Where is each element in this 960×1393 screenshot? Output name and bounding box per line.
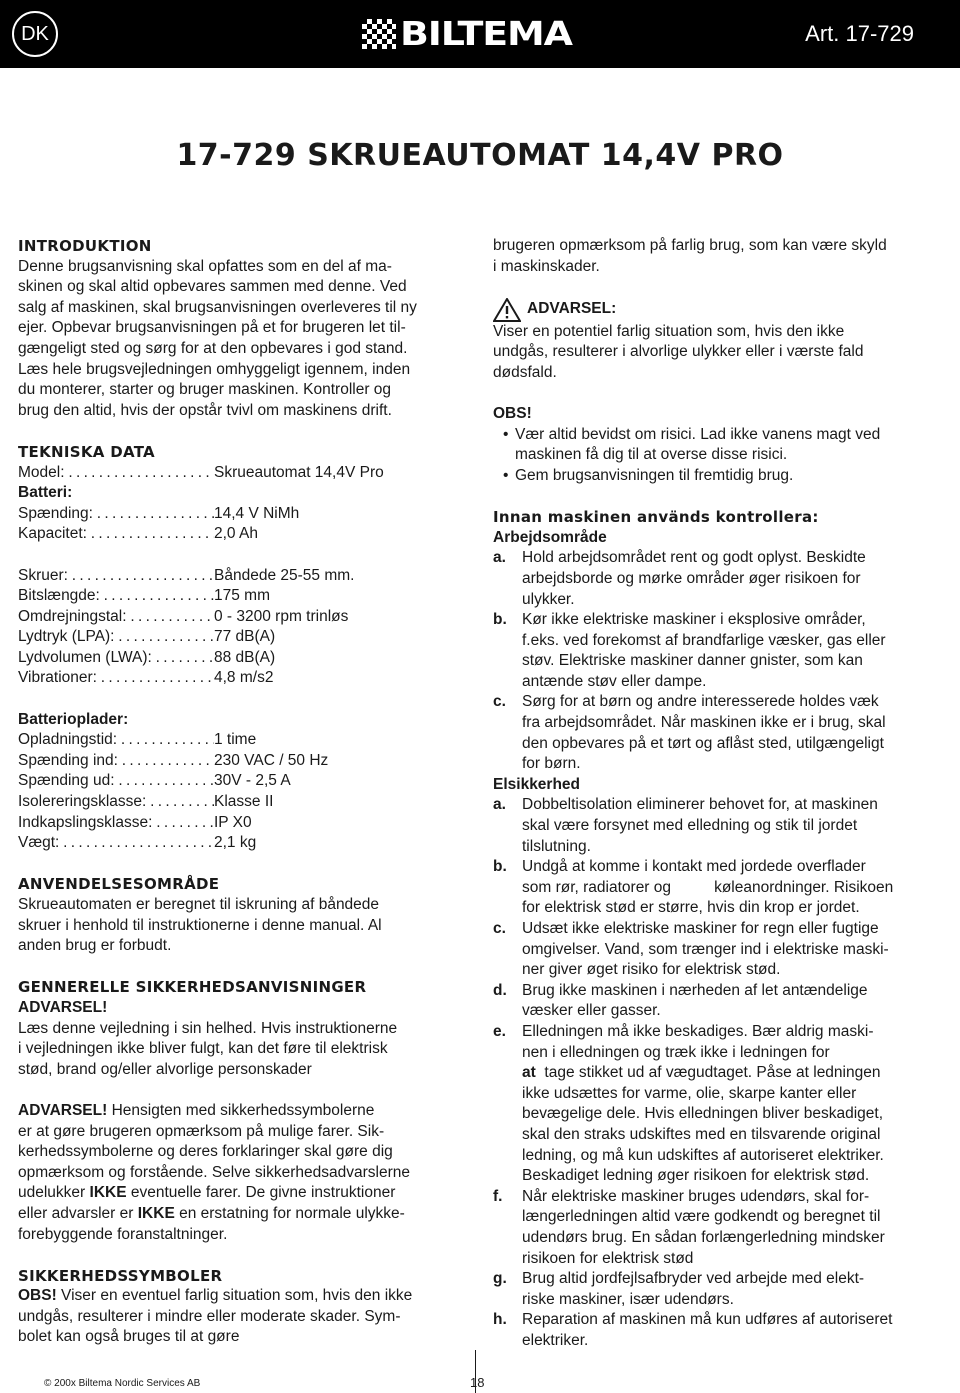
article-number: Art. 17-729 (805, 21, 914, 46)
item-line: arbejdsborde og mørke områder øger risikoen for (522, 569, 861, 587)
page-title: 17-729 SKRUEAUTOMAT 14,4V PRO (176, 138, 784, 173)
warning-text: Hensigten med sikkerhedssymbolerne (107, 1101, 375, 1119)
warning-paragraph-line (18, 1183, 458, 1204)
item-line: væsker eller gasser. (522, 1002, 661, 1020)
spec-row (18, 607, 458, 628)
spec-label: Lydvolumen (LWA): . . . (18, 648, 214, 669)
spec-row (18, 833, 458, 854)
list-item (493, 1269, 953, 1310)
item-line: f.eks. ved forekomst af brandfarlige væsker, gas eller (522, 631, 886, 649)
item-line: nen i elledningen og træk ikke i ledningen for (522, 1043, 830, 1061)
battery-heading: Batteri: (18, 484, 73, 502)
intro-line: Læs hele brugsvejledningen omhyggeligt igennem, inden (18, 360, 411, 378)
item-line: riske maskiner, især udendørs. (522, 1290, 734, 1308)
intro-line: du monterer, starter og bruger maskinen. Kontroller og (18, 381, 392, 399)
spec-label: Spænding ud: . . . (18, 771, 214, 792)
bullet-item (493, 466, 953, 487)
item-line: Brug altid jordfejlsafbryder ved arbejde med elekt- (522, 1270, 865, 1288)
country-badge: DK (12, 11, 58, 57)
item-line: Hold arbejdsområdet rent og godt oplyst. Beskidte (522, 549, 866, 567)
item-line: bevægelige dele. Hvis elledningen bliver beskadiget, (522, 1105, 884, 1123)
intro-line: skinen og skal altid opbevares sammen med denne. Ved (18, 278, 407, 296)
spec-value: 2,1 kg (214, 834, 257, 852)
item-line: fra arbejdsområdet. Når maskinen ikke er i brug, skal (522, 714, 886, 732)
list-item (493, 548, 953, 610)
spec-value: 88 dB(A) (214, 648, 276, 666)
spec-value: 2,0 Ah (214, 525, 258, 543)
spec-value: Skrueautomat 14,4V Pro (214, 463, 384, 481)
warning-paragraph-line: er at gøre brugeren opmærksom på mulige farer. Sik- (18, 1122, 385, 1140)
item-marker: a. (493, 549, 506, 567)
usage-heading: ANVENDELSESOMRÅDE (18, 875, 220, 894)
item-line: elektriker. (522, 1331, 589, 1349)
item-line (522, 1063, 953, 1084)
item-line: risikoen for elektrisk stød (522, 1249, 694, 1267)
continued-line: i maskinskader. (493, 257, 600, 275)
intro-line: salg af maskinen, skal brugsanvisningen overleveres til ny (18, 298, 417, 316)
brand-name: BILTEMA (400, 14, 572, 53)
item-line: udendørs brug. En sådan forlængerledning mindsker (522, 1228, 885, 1246)
item-line: ikke udsættes for varme, olie, skarpe kanter eller (522, 1084, 857, 1102)
bullet-item (493, 425, 953, 446)
spec-row (18, 586, 458, 607)
usage-line: anden brug er forbudt. (18, 937, 172, 955)
item-line: Beskadiget ledning øger risikoen for elektrisk stød. (522, 1167, 870, 1185)
bullet-text: Gem brugsanvisningen til fremtidig brug. (515, 466, 794, 484)
obs-heading: OBS! (493, 405, 532, 423)
emphasis: at (522, 1064, 536, 1082)
spec-label: Kapacitet: . . . (18, 524, 214, 545)
tech-heading: TEKNISKA DATA (18, 442, 155, 461)
item-marker: g. (493, 1270, 507, 1288)
obs-label: OBS! (18, 1287, 57, 1305)
item-line: for elektrisk stød er større, hvis din krop er jordet. (522, 899, 860, 917)
warning-paragraph-line (18, 1204, 458, 1225)
work-heading: Arbejdsområde (493, 528, 607, 546)
warning-paragraph-line: opmærksom og forstående. Selve sikkerhedsadvarslerne (18, 1163, 410, 1181)
spec-row (18, 627, 458, 648)
warning-line: Viser en potentiel farlig situation som, hvis den ikke (493, 322, 845, 340)
warning-line: dødsfald. (493, 363, 557, 381)
warning-paragraph-line: forebyggende foranstaltninger. (18, 1225, 228, 1243)
spec-value: IP X0 (214, 813, 252, 831)
spec-value: 1 time (214, 731, 257, 749)
item-line: for børn. (522, 755, 581, 773)
item-line: Sørg for at børn og andre interesserede holdes væk (522, 693, 879, 711)
item-line: ulykker. (522, 590, 575, 608)
item-line: længerledningen altid være godkendt og beregnet til (522, 1208, 881, 1226)
item-line: som rør, radiatorer og køleanordninger. Risikoen (522, 878, 894, 896)
spec-row (18, 648, 458, 669)
item-marker: c. (493, 693, 506, 711)
list-item (493, 981, 953, 1022)
intro-line: ejer. Opbevar brugsanvisningen på et for brugeren let til- (18, 319, 406, 337)
bullet-text: maskinen få dig til at overse disse risici. (515, 446, 788, 464)
list-item (493, 610, 953, 692)
right-column (493, 236, 953, 1351)
symbols-line: bolet kan også bruges til at gøre (18, 1328, 240, 1346)
list-item (493, 1310, 953, 1351)
spec-row (18, 730, 458, 751)
warning-heading-row (493, 298, 953, 322)
intro-line: gængeligt sted og sørg for at den opbevares i god stand. (18, 339, 408, 357)
spec-row (18, 524, 458, 545)
symbols-text: Viser en eventuel farlig situation som, hvis den ikke (56, 1287, 413, 1305)
list-item (493, 857, 953, 919)
spec-value: Båndede 25-55 mm. (214, 566, 355, 584)
item-marker: b. (493, 858, 507, 876)
warning-heading: ADVARSEL: (527, 300, 617, 318)
item-line: støv. Elektriske maskiner danner gnister, som kan (522, 652, 863, 670)
item-line: skal være forsynet med elledning og stik til jordet (522, 817, 858, 835)
item-line: Elledningen må ikke beskadiges. Bær aldrig maski- (522, 1022, 874, 1040)
elec-heading: Elsikkerhed (493, 775, 581, 793)
header-bar (0, 0, 960, 68)
safety-heading: GENNERELLE SIKKERHEDSANVISNINGER (18, 978, 367, 997)
safety-line: stød, brand og/eller alvorlige personskader (18, 1060, 312, 1078)
item-line: Udsæt ikke elektriske maskiner for regn eller fugtige (522, 920, 879, 937)
spec-label: Bitslængde: . . . (18, 586, 214, 607)
continued-line: brugeren opmærksom på farlig brug, som kan være skyld (493, 237, 887, 254)
item-line: Når elektriske maskiner bruges udendørs, skal for- (522, 1187, 870, 1205)
text-span: tage stikket ud af vægudtaget. Påse at ledningen (535, 1064, 881, 1082)
item-line: ledning, og må kun udskiftes af autoriseret elektriker. (522, 1146, 884, 1164)
symbols-heading: SIKKERHEDSSYMBOLER (18, 1266, 223, 1285)
intro-line: Denne brugsanvisning skal opfattes som en del af ma- (18, 257, 392, 275)
check-heading: Innan maskinen används kontrollera: (493, 508, 819, 527)
left-column (18, 236, 458, 1348)
spec-label: Lydtryk (LPA): . . . (18, 627, 214, 648)
item-line: Undgå at komme i kontakt med jordede overflader (522, 858, 866, 876)
safety-line: i vejledningen ikke bliver fulgt, kan det føre til elektrisk (18, 1040, 388, 1058)
warning-label: ADVARSEL! (18, 1101, 108, 1119)
item-marker: c. (493, 920, 506, 937)
list-item (493, 1187, 953, 1269)
warning-paragraph-line (18, 1101, 458, 1122)
footer-copyright: © 200x Biltema Nordic Services AB (44, 1378, 201, 1389)
bullet-text: Vær altid bevidst om risici. Lad ikke vanens magt ved (515, 425, 881, 443)
spec-value: 30V - 2,5 A (214, 772, 291, 790)
spec-value: 77 dB(A) (214, 628, 276, 646)
item-line: den opbevares på et tørt og aflåst sted, utilgængeligt (522, 734, 884, 752)
item-line: antænde støv eller dampe. (522, 672, 707, 690)
spec-label: Isolereringsklasse: . . . (18, 792, 214, 813)
spec-value: 14,4 V NiMh (214, 504, 300, 522)
item-marker: b. (493, 611, 507, 629)
list-item (493, 919, 953, 981)
spec-label: Opladningstid: . . . (18, 730, 214, 751)
spec-row (18, 668, 458, 689)
spec-row (18, 813, 458, 834)
item-line: tilslutning. (522, 837, 591, 855)
text-span: eller advarsler er (18, 1204, 138, 1222)
spec-row (18, 751, 458, 772)
item-marker: h. (493, 1311, 507, 1329)
emphasis: IKKE (89, 1184, 127, 1202)
spec-value: 4,8 m/s2 (214, 669, 274, 687)
bullet-icon: • (503, 466, 509, 484)
warning-line: undgås, resulterer i alvorlige ulykker eller i værste fald (493, 343, 864, 361)
warning-paragraph-line: kerhedssymbolerne og deres forklaringer skal gøre dig (18, 1143, 393, 1161)
brand-logo (362, 14, 572, 53)
text-span: eventuelle farer. De givne instruktioner (126, 1184, 396, 1202)
safety-line: Læs denne vejledning i sin helhed. Hvis instruktionerne (18, 1019, 398, 1037)
text-span: en erstatning for normale ulykke- (174, 1204, 405, 1222)
item-line: skal den straks udskiftes med en tilsvarende original (522, 1125, 881, 1143)
usage-line: Skrueautomaten er beregnet til iskruning af båndede (18, 896, 380, 913)
spec-value: 230 VAC / 50 Hz (214, 751, 329, 769)
usage-line: skruer i henhold til instruktionerne i denne manual. Al (18, 916, 382, 934)
item-line: Dobbeltisolation eliminerer behovet for, at maskinen (522, 796, 878, 814)
spec-label: Indkapslingsklasse: . . . (18, 813, 214, 834)
spec-label: Skruer: . . . (18, 566, 214, 587)
charger-heading: Batterioplader: (18, 710, 129, 728)
spec-label: Spænding: . . . (18, 504, 214, 525)
emphasis: IKKE (137, 1204, 175, 1222)
page-number: 18 (470, 1375, 485, 1390)
spec-label: Vægt: . . . (18, 833, 214, 854)
spec-value: 0 - 3200 rpm trinløs (214, 607, 349, 625)
item-line: Reparation af maskinen må kun udføres af autoriseret (522, 1311, 893, 1329)
list-item (493, 795, 953, 857)
spec-row (18, 566, 458, 587)
intro-line: brug den altid, hvis der opstår tvivl om maskinens drift. (18, 401, 392, 419)
item-marker: a. (493, 796, 506, 814)
symbols-line: undgås, resulterer i mindre eller moderate skader. Sym- (18, 1307, 401, 1325)
spec-row (18, 504, 458, 525)
list-item (493, 692, 953, 774)
spec-value: Klasse II (214, 793, 274, 811)
item-line: omgivelser. Vand, som trænger ind i elektriske maski- (522, 940, 889, 958)
safety-warning-label: ADVARSEL! (18, 998, 108, 1016)
warning-triangle-icon (493, 298, 521, 322)
item-line: Kør ikke elektriske maskiner i eksplosive områder, (522, 611, 866, 629)
list-item (493, 1022, 953, 1187)
checkered-flag-icon (362, 19, 396, 49)
item-marker: f. (493, 1187, 503, 1205)
item-marker: e. (493, 1022, 506, 1040)
item-line: Brug ikke maskinen i nærheden af let antændelige (522, 981, 868, 999)
spec-row-model (18, 463, 458, 484)
spec-row (18, 792, 458, 813)
spec-label: Spænding ind: . . . (18, 751, 214, 772)
spec-row (18, 771, 458, 792)
symbols-line (18, 1286, 458, 1307)
spec-label: Vibrationer: . . . (18, 668, 214, 689)
bullet-icon: • (503, 425, 509, 443)
spec-label: Omdrejningstal: . . . (18, 607, 214, 628)
item-line: ner giver øget risiko for elektrisk stød. (522, 961, 781, 979)
item-marker: d. (493, 981, 507, 999)
spec-value: 175 mm (214, 587, 270, 605)
text-span: udelukker (18, 1184, 90, 1202)
intro-heading: INTRODUKTION (18, 237, 152, 255)
spec-label: Model: . . . (18, 463, 214, 484)
